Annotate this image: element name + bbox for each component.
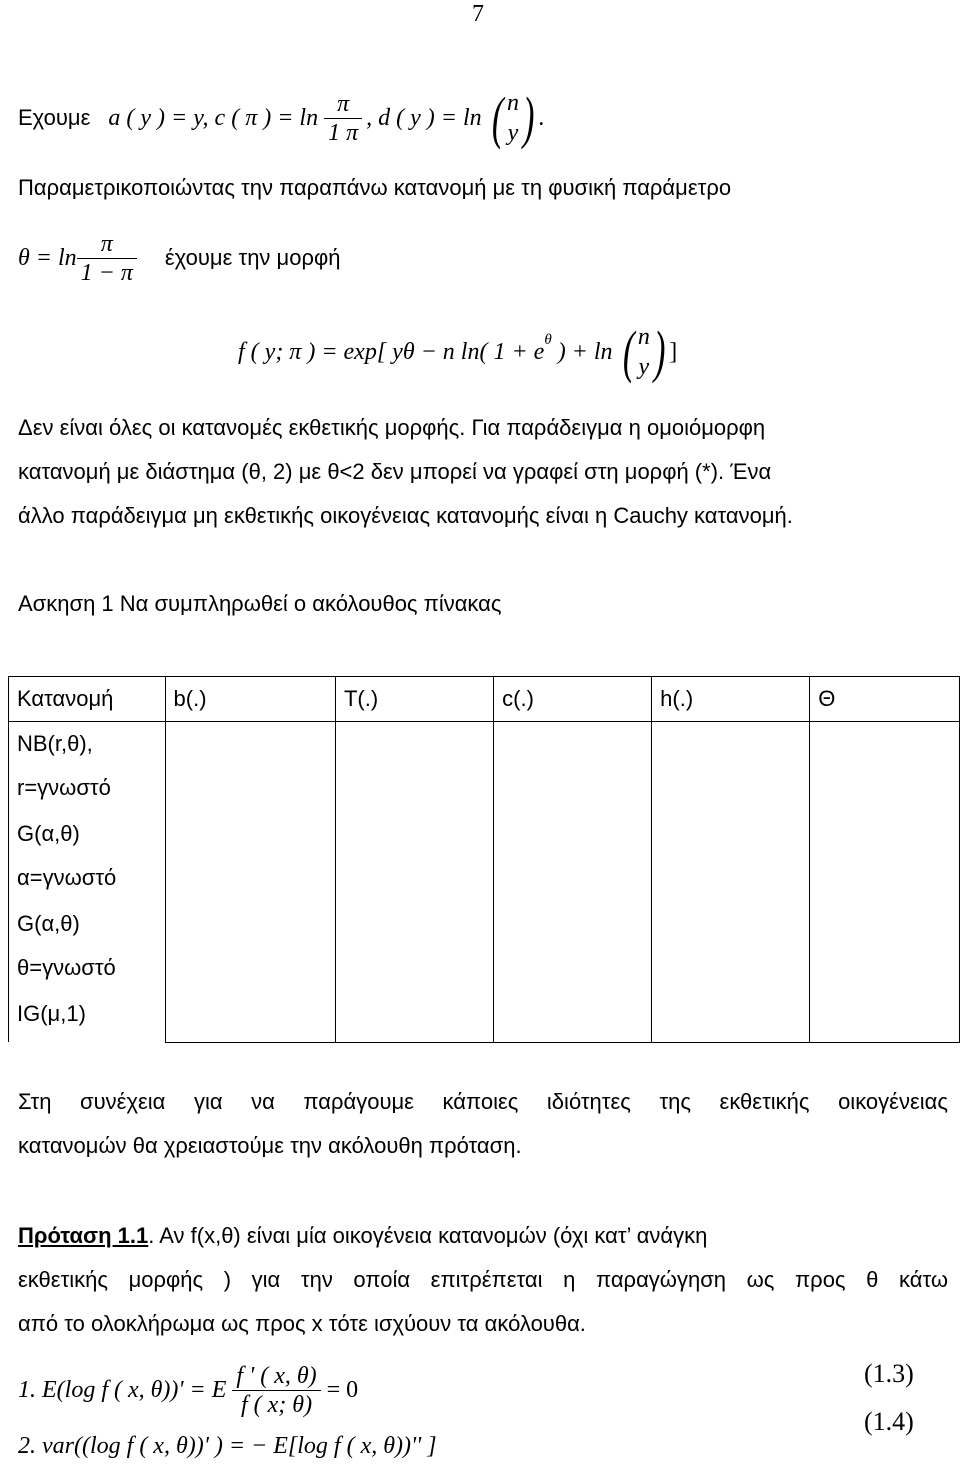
exponent-theta: θ [544,332,552,348]
binomial-stack [638,322,650,382]
continuation-paragraph [18,1080,948,1168]
equation-1-label: (1.3) [864,1359,914,1388]
row-label: G(α,θ) [17,821,80,846]
theta-fraction [77,230,137,287]
bracket-close: ] [669,339,678,365]
theta-fraction-numerator: π [100,230,113,257]
header-distribution: Κατανομή [9,677,166,722]
row-label: α=γνωστό [17,865,117,890]
paragraph-line: Δεν είναι όλες οι κατανομές εκθετικής μορφής. Για παράδειγμα η ομοιόμορφη [18,415,766,440]
page-number: 7 [472,1,484,27]
binomial-n-y [488,85,539,150]
equation-1 [18,1352,358,1428]
eq1-lhs: 1. E(log f ( x, θ))' = E [18,1377,227,1403]
table-cell-theta [810,722,960,1043]
binomial-top: n [506,90,519,116]
binomial-stack [507,88,519,148]
exercise-heading: Ασκηση 1 Να συμπληρωθεί ο ακόλουθος πίνακας [18,591,502,616]
row-label: NB(r,θ), [17,731,93,756]
eq1-denominator: f ( x; θ) [240,1391,313,1418]
header-theta: Θ [810,677,960,722]
header-c: c(.) [494,677,652,722]
equation-2: 2. var((log f ( x, θ))' ) = − E[log f ( x, θ))'' ] [18,1433,437,1459]
paragraph-line: Στη συνέχεια για να παράγουμε κάποιες ιδιότητες της εκθετικής οικογένειας [18,1089,948,1114]
proposition-line-3: από το ολοκλήρωμα ως προς x τότε ισχύουν τα ακόλουθα. [18,1311,586,1336]
right-paren: ) [522,85,535,150]
binomial-top: n [637,324,650,350]
theta-text: έχουμε την μορφή [164,245,341,270]
paragraph-line: άλλο παράδειγμα μη εκθετικής οικογένειας κατανομής είναι η Cauchy κατανομή. [18,503,793,528]
binomial-bottom: y [638,354,650,380]
eq1-fraction [232,1362,320,1419]
paragraph-line: κατανομή με διάστημα (θ, 2) με θ<2 δεν μπορεί να γραφεί στη μορφή (*). Ένα [18,459,772,484]
left-paren: ( [622,319,635,384]
table-cell-c [494,722,652,1043]
density-equation [238,312,677,392]
binomial-bottom: y [507,120,519,146]
right-paren: ) [653,319,666,384]
pi-fraction-denominator: 1 π [328,119,359,146]
intro-prefix: Εχουμε [18,105,91,130]
period: . [538,105,545,131]
left-paren: ( [491,85,504,150]
d-definition: , d ( y ) = ln [366,105,482,131]
non-exponential-paragraph [18,406,793,538]
eq1-numerator: f ' ( x, θ) [236,1362,317,1389]
density-binomial [619,319,670,384]
row-label: θ=γνωστό [17,955,116,980]
density-lhs: f ( y; π ) = exp[ yθ − n ln( 1 + e [238,339,545,365]
table-row-labels [9,722,166,1043]
theta-fraction-denominator: 1 − π [80,259,133,286]
proposition-line-1 [18,1214,948,1258]
table-header-row [9,677,960,722]
header-t: T(.) [335,677,493,722]
a-c-definitions: a ( y ) = y, c ( π ) = ln [108,105,319,131]
row-label: G(α,θ) [17,911,80,936]
theta-lhs: θ = ln [18,245,77,271]
equation-2-label: (1.4) [864,1407,914,1436]
param-paragraph: Παραμετρικοποιώντας την παραπάνω κατανομή με τη φυσική παράμετρο [18,175,732,200]
proposition-line-2: εκθετικής μορφής ) για την οποία επιτρέπεται η παραγώγηση ως προς θ κάτω [18,1267,948,1292]
density-mid: ) + ln [557,339,613,365]
theta-definition-line [18,222,340,294]
table-body-row [9,722,960,1043]
pi-fraction-numerator: π [337,90,350,117]
header-h: h(.) [652,677,810,722]
proposition-line-1-text: . Αν f(x,θ) είναι μία οικογένεια κατανομών (όχι κατ’ ανάγκη [148,1223,708,1248]
table-cell-b [165,722,335,1043]
pi-fraction [324,90,362,147]
header-b: b(.) [165,677,335,722]
table-cell-t [335,722,493,1043]
eq1-rhs: = 0 [326,1377,359,1403]
paragraph-line: κατανομών θα χρειαστούμε την ακόλουθη πρόταση. [18,1133,522,1158]
distribution-table [8,676,960,1043]
intro-formula-line [18,78,544,158]
row-label: r=γνωστό [17,775,111,800]
proposition-block [18,1214,948,1346]
proposition-title: Πρόταση 1.1 [18,1223,149,1248]
row-label: IG(μ,1) [17,1001,86,1026]
table-cell-h [652,722,810,1043]
